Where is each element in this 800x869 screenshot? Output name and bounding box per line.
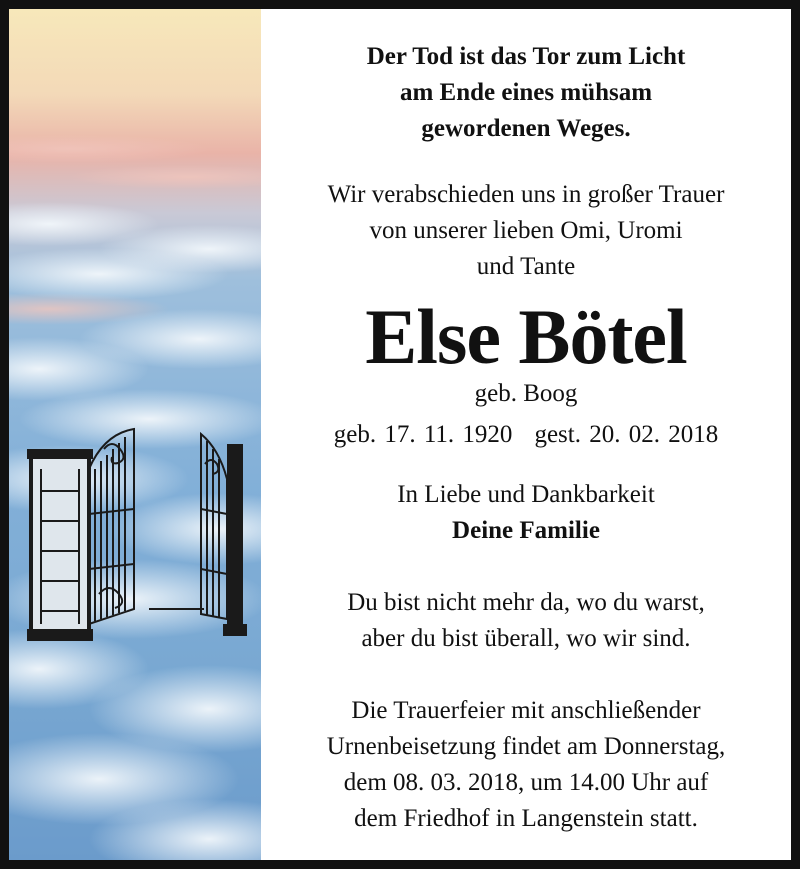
motto <box>261 39 791 147</box>
family-signature: Deine Familie <box>452 517 600 544</box>
death-date: gest. 20. 02. 2018 <box>534 421 719 448</box>
life-dates <box>261 419 791 451</box>
funeral-info <box>261 693 791 837</box>
funeral-line: dem Friedhof in Langenstein statt. <box>354 805 698 832</box>
funeral-line: Urnenbeisetzung findet am Donnerstag, <box>326 733 726 760</box>
closing-line: In Liebe und Dankbarkeit <box>397 481 655 508</box>
birth-name: geb. Boog <box>474 380 578 407</box>
farewell-line: Wir verabschieden uns in großer Trauer <box>327 181 725 208</box>
gate-in-clouds-icon <box>9 9 261 860</box>
motto-line: gewordenen Weges. <box>421 115 631 142</box>
verse-line: Du bist nicht mehr da, wo du warst, <box>347 589 705 616</box>
notice-text <box>261 9 791 860</box>
birth-date: geb. 17. 11. 1920 <box>333 421 513 448</box>
motto-line: Der Tod ist das Tor zum Licht <box>366 43 686 70</box>
clouds-with-gate-image <box>9 9 261 860</box>
motto-line: am Ende eines mühsam <box>399 79 653 106</box>
farewell-line: von unserer lieben Omi, Uromi <box>369 217 683 244</box>
farewell-line: und Tante <box>476 253 576 280</box>
deceased-name: Else Bötel <box>365 293 687 380</box>
closing <box>261 477 791 549</box>
verse <box>261 585 791 657</box>
farewell-text <box>261 177 791 285</box>
funeral-line: dem 08. 03. 2018, um 14.00 Uhr auf <box>343 769 709 796</box>
verse-line: aber du bist überall, wo wir sind. <box>361 625 691 652</box>
funeral-line: Die Trauerfeier mit anschließender <box>351 697 701 724</box>
